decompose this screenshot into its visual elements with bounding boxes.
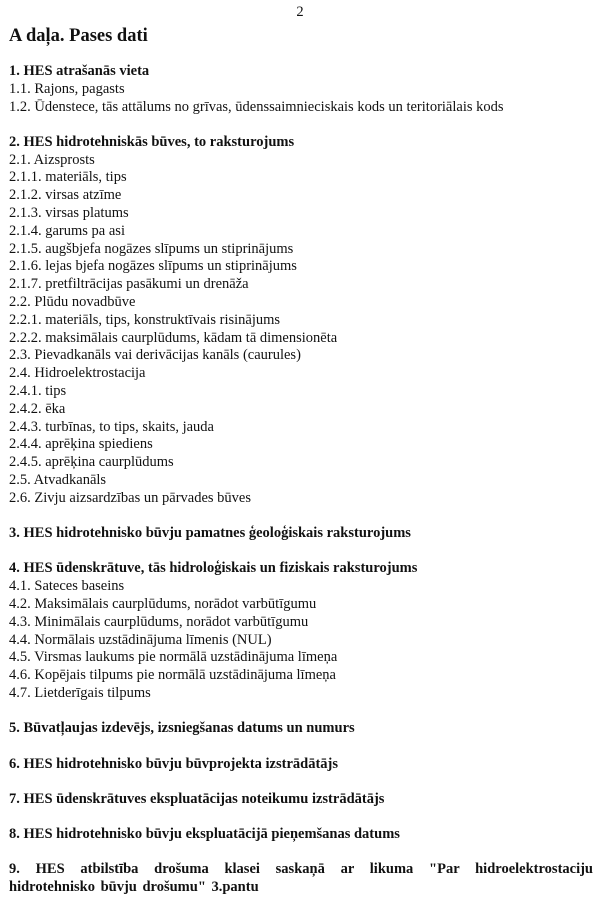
list-item: 2.1.1. materiāls, tips (9, 169, 127, 186)
section-title: 8. HES hidrotehnisko būvju ekspluatācijā pieņemšanas datums (9, 826, 400, 843)
section-title: 4. HES ūdenskrātuve, tās hidroloģiskais un fiziskais raksturojums (9, 560, 418, 577)
section-title: 5. Būvatļaujas izdevējs, izsniegšanas datums un numurs (9, 720, 355, 737)
section-6 (9, 756, 593, 774)
list-item: 2.1.2. virsas atzīme (9, 187, 122, 204)
list-item: 2.4.3. turbīnas, to tips, skaits, jauda (9, 418, 214, 435)
list-item: 4.3. Minimālais caurplūdums, norādot varbūtīgumu (9, 613, 309, 630)
list-item: 2.4. Hidroelektrostacija (9, 365, 146, 382)
part-title: A daļa. Pases dati (9, 26, 148, 46)
list-item: 2.4.1. tips (9, 383, 67, 400)
section-title: 9. HES atbilstība drošuma klasei saskaņā ar likuma "Par hidroelektrostaciju hidrotehnisko būvju drošumu" 3.pantu (9, 861, 593, 896)
list-item: 2.1.7. pretfiltrācijas pasākumi un drenāža (9, 276, 249, 293)
list-item: 4.4. Normālais uzstādinājuma līmenis (NUL) (9, 631, 272, 648)
list-item: 2.4.4. aprēķina spiediens (9, 436, 153, 453)
section-1 (9, 63, 593, 116)
section-title: 6. HES hidrotehnisko būvju būvprojekta izstrādātājs (9, 755, 339, 772)
section-9 (9, 861, 593, 897)
page-number: 2 (296, 4, 304, 20)
list-item: 4.5. Virsmas laukums pie normālā uzstādinājuma līmeņa (9, 649, 338, 666)
list-item: 2.2. Plūdu novadbūve (9, 294, 136, 311)
section-title: 3. HES hidrotehnisko būvju pamatnes ģeoloģiskais raksturojums (9, 525, 411, 542)
list-item: 2.6. Zivju aizsardzības un pārvades būves (9, 489, 251, 506)
section-2 (9, 134, 593, 508)
list-item: 2.1.5. augšbjefa nogāzes slīpums un stiprinājums (9, 240, 294, 257)
section-5 (9, 720, 593, 738)
list-item: 2.5. Atvadkanāls (9, 472, 107, 489)
list-item: 1.1. Rajons, pagasts (9, 80, 125, 97)
section-title: 1. HES atrašanās vieta (9, 63, 150, 79)
list-item: 2.1.4. garums pa asi (9, 222, 125, 239)
list-item: 2.1.6. lejas bjefa nogāzes slīpums un stiprinājums (9, 258, 297, 275)
list-item: 4.7. Lietderīgais tilpums (9, 685, 151, 701)
document-content (9, 63, 593, 915)
list-item: 2.1.3. virsas platums (9, 205, 129, 222)
list-item: 2.2.1. materiāls, tips, konstruktīvais risinājums (9, 311, 281, 328)
section-4 (9, 560, 593, 702)
list-item: 2.2.2. maksimālais caurplūdums, kādam tā dimensionēta (9, 329, 338, 346)
section-7 (9, 791, 593, 809)
list-item: 4.2. Maksimālais caurplūdums, norādot varbūtīgumu (9, 596, 317, 613)
section-title: 2. HES hidrotehniskās būves, to raksturojums (9, 133, 295, 150)
list-item: 2.3. Pievadkanāls vai derivācijas kanāls (caurules) (9, 347, 301, 364)
list-item: 2.4.2. ēka (9, 400, 66, 417)
section-3 (9, 525, 593, 543)
section-8 (9, 826, 593, 844)
section-title: 7. HES ūdenskrātuves ekspluatācijas noteikumu izstrādātājs (9, 790, 385, 807)
list-item: 2.4.5. aprēķina caurplūdums (9, 454, 174, 471)
list-item: 2.1. Aizsprosts (9, 151, 95, 168)
list-item: 4.6. Kopējais tilpums pie normālā uzstādinājuma līmeņa (9, 667, 336, 684)
list-item: 4.1. Sateces baseins (9, 578, 125, 595)
list-item: 1.2. Ūdenstece, tās attālums no grīvas, ūdenssaimnieciskais kods un teritoriālais kods (9, 98, 504, 115)
